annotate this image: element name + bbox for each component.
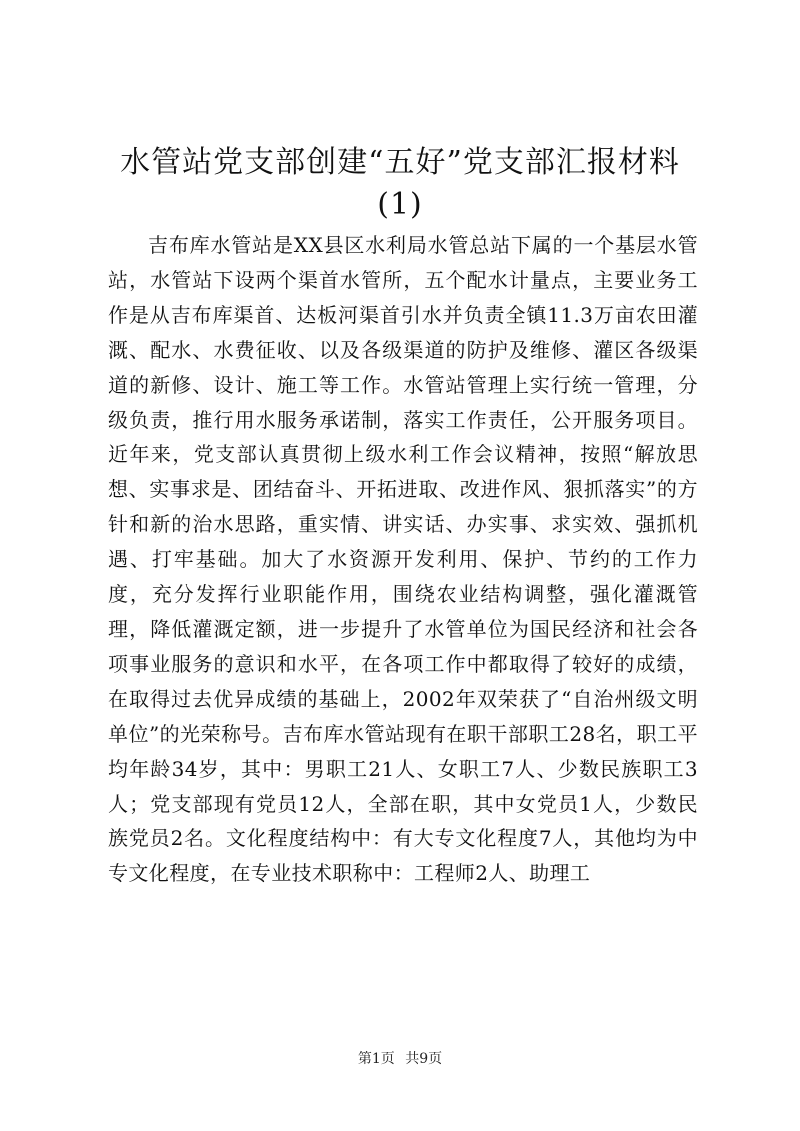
page-number: 第1页 [357,1051,395,1067]
page-footer [0,1049,800,1069]
document-title-suffix: (1) [377,187,423,222]
document-title: 水管站党支部创建“五好”党支部汇报材料 [120,145,680,180]
page-total: 共9页 [405,1051,443,1067]
body-paragraph: 吉布库水管站是XX县区水利局水管总站下属的一个基层水管站，水管站下设两个渠首水管所，五个配水计量点，主要业务工作是从吉布库渠首、达板河渠首引水并负责全镇11.3万亩农田灌溉、配水、水费征收、以及各级渠道的防护及维修、灌区各级渠道的新修、设计、施工等工作。水管站管理上实行统一管理，分级负责，推行用水服务承诺制，落实工作责任，公开服务项目。近年来，党支部认真贯彻上级水利工作会议精神，按照“解放思想、实事求是、团结奋斗、开拓进取、改进作风、狠抓落实”的方针和新的治水思路，重实情、讲实话、办实事、求实效、强抓机遇、打牢基础。加大了水资源开发利用、保护、节约的工作力度，充分发挥行业职能作用，围绕农业结构调整，强化灌溉管理，降低灌溉定额，进一步提升了水管单位为国民经济和社会各项事业服务的意识和水平，在各项工作中都取得了较好的成绩，在取得过去优异成绩的基础上，2002年双荣获了“自治州级文明单位”的光荣称号。吉布库水管站现有在职干部职工28名，职工平均年龄34岁，其中：男职工21人、女职工7人、少数民族职工3人；党支部现有党员12人，全部在职，其中女党员1人，少数民族党员2名。文化程度结构中：有大专文化程度7人，其他均为中专文化程度，在专业技术职称中：工程师2人、助理工 [108,233,698,886]
